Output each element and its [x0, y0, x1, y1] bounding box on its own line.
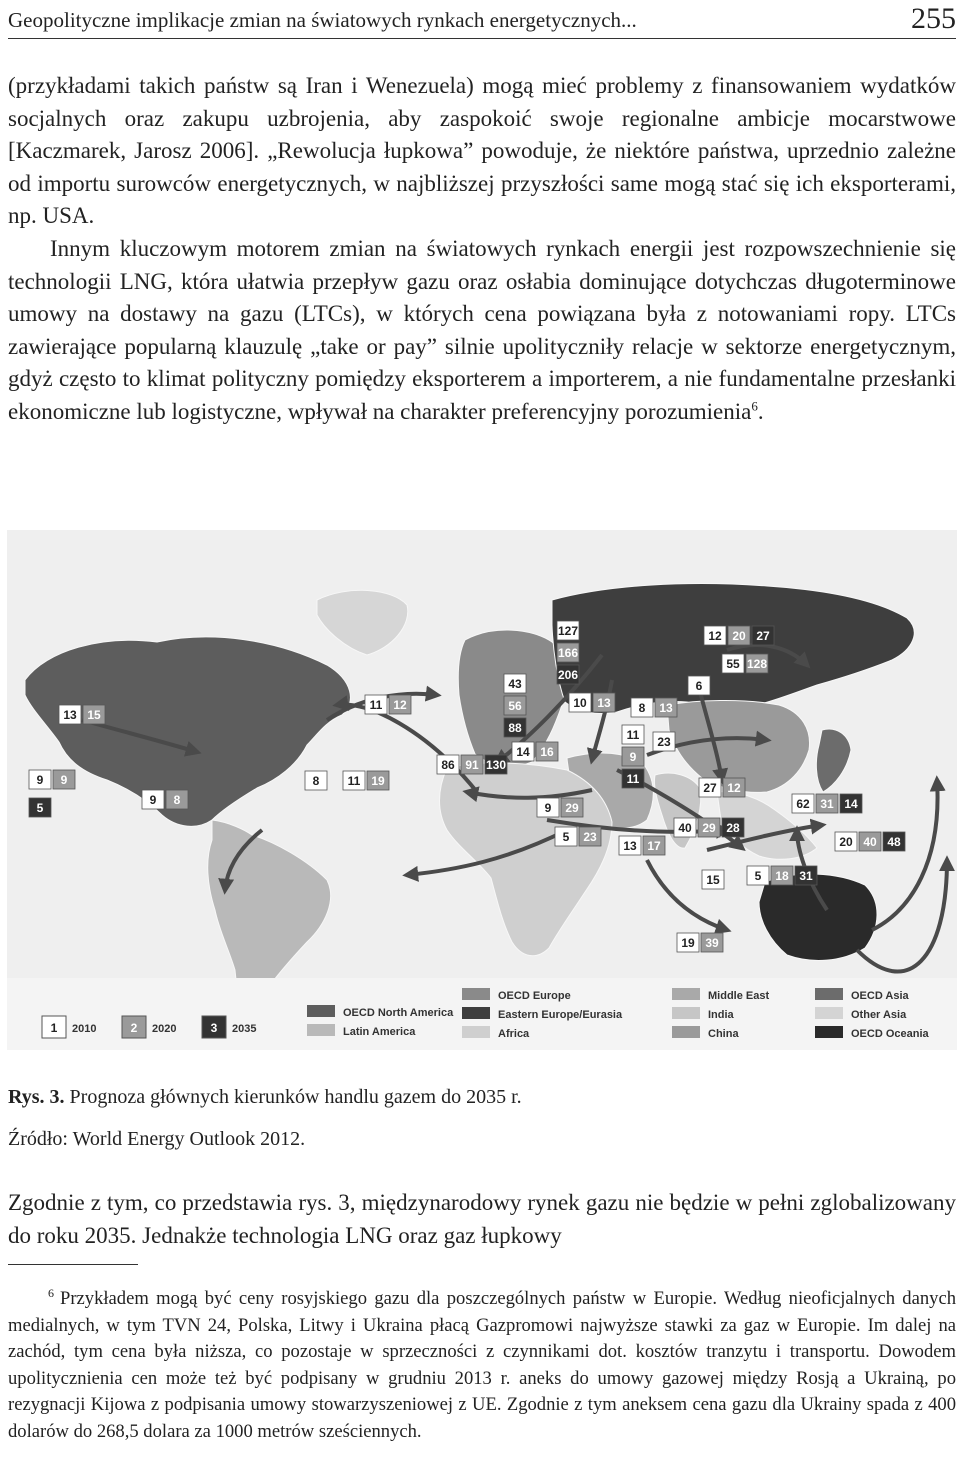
legend-swatch-4-2: [815, 1007, 843, 1019]
volume-label-na_mid-1: 8: [312, 774, 320, 788]
legend-swatch-4-1: [815, 988, 843, 1000]
volume-label-japan-2: 31: [820, 797, 834, 811]
volume-label-europe_stack-2: 56: [508, 699, 522, 713]
volume-label-na_east-2: 19: [371, 774, 385, 788]
volume-label-africa_mid-2: 23: [583, 830, 597, 844]
volume-label-med-1: 14: [516, 745, 530, 759]
volume-label-russia_far-1: 55: [726, 657, 740, 671]
footnote-6: [8, 1286, 956, 1446]
volume-label-russia_stack-3: 206: [557, 668, 579, 682]
legend-region-2-3: Africa: [498, 1028, 530, 1040]
volume-label-central_asia-2: 9: [629, 750, 637, 764]
running-title: Geopolityczne implikacje zmian na światowych rynkach energetycznych...: [8, 8, 637, 32]
legend-year-1: 2010: [72, 1023, 97, 1035]
legend-region-4-2: Other Asia: [851, 1009, 907, 1021]
paragraph-2-end: .: [757, 398, 764, 424]
volume-label-russia_stack-2: 166: [557, 646, 579, 660]
volume-label-russia_6-1: 6: [695, 679, 703, 693]
legend-region-1-2: Latin America: [343, 1026, 416, 1038]
legend-region-1-1: OECD North America: [343, 1007, 454, 1019]
footnote-text: Przykładem mogą być ceny rosyjskiego gazu dla poszczególnych państw w Europie. Według nieoficjalnych danych medialnych, w tym TVN 24, Polska, Litwy i Ukraina płacą Gazpromowi najwyższe stawki za gaz w Europie. Im dalej na zachód, tym cena była niższa, co pozostaje w sprzeczności z czynnikami dot. kosztów tranzytu i transportu. Dowodem upolitycznienia cen może też być podpisany w grudniu 2013 r. aneks do umowy gazowej między Rosją a Ukrainą, po rezygnacji Kijowa z podpisania umowy stowarzyszeniowej z UE. Zgodnie z tym aneksem cena gazu dla Ukrainy spada z 400 dolarów do 268,5 dolara za 1000 metrów sześciennych.: [8, 1288, 956, 1442]
volume-label-pacific-2: 40: [863, 835, 877, 849]
figure-title: Prognoza głównych kierunków handlu gazem do 2035 r.: [69, 1086, 522, 1108]
volume-label-africa_north-2: 91: [465, 758, 479, 772]
volume-label-med-2: 16: [540, 745, 554, 759]
figure-label: Rys. 3.: [8, 1086, 65, 1108]
figure-caption: [8, 1086, 522, 1109]
legend-region-4-3: OECD Oceania: [851, 1028, 929, 1040]
volume-label-europe_stack-3: 88: [508, 721, 522, 735]
gas-trade-map-figure: [7, 530, 957, 1050]
legend-swatch-1-2: [307, 1024, 335, 1036]
volume-label-pacific-1: 20: [839, 835, 853, 849]
volume-label-south_asia-2: 12: [727, 781, 741, 795]
volume-label-russia_east-2: 20: [732, 629, 746, 643]
volume-label-japan-3: 14: [844, 797, 858, 811]
volume-label-east_africa-1: 13: [623, 839, 637, 853]
volume-label-india_south-1: 40: [678, 821, 692, 835]
footnote-ref-6[interactable]: 6: [751, 398, 758, 414]
volume-label-australia_south-1: 19: [681, 936, 695, 950]
legend-swatch-1-1: [307, 1005, 335, 1017]
main-text-bottom: [8, 1187, 956, 1252]
legend-year-3: 2035: [232, 1023, 257, 1035]
paragraph-3: Zgodnie z tym, co przedstawia rys. 3, międzynarodowy rynek gazu nie będzie w pełni zglobalizowany do roku 2035. Jednakże technologia LNG oraz gaz łupkowy: [8, 1190, 956, 1248]
volume-label-australia_south-2: 39: [705, 936, 719, 950]
legend-swatch-3-3: [672, 1026, 700, 1038]
paragraph-2-text: Innym kluczowym motorem zmian na światowych rynkach energii jest rozpowszechnienie się technologii LNG, która ułatwia przepływ gazu oraz osłabia dominujące dotychczas długoterminowe umowy na dostawy na gazu (LTCs), w których cena powiązana była z notowaniami ropy. LTCs zawierające popularną klauzulę „take or pay” silnie upolityczniły relacje w sektorze energetycznym, gdyż często to klimat polityczny pomiędzy eksporterem a importerem, a nie fundamentalne przesłanki ekonomiczne lub logistyczne, wpływał na charakter preferencyjny porozumienia: [8, 235, 956, 424]
legend-region-3-2: India: [708, 1009, 734, 1021]
volume-label-turkey-1: 10: [573, 696, 587, 710]
source-label: Źródło:: [8, 1128, 68, 1150]
page-number: 255: [911, 2, 956, 35]
legend-year-2: 2020: [152, 1023, 177, 1035]
volume-label-east_africa-2: 17: [647, 839, 661, 853]
main-text-top: [8, 70, 956, 429]
volume-label-na_south-1: 9: [149, 793, 157, 807]
volume-label-indonesia-2: 18: [775, 869, 789, 883]
legend-region-2-1: OECD Europe: [498, 990, 571, 1002]
paragraph-2: [8, 233, 956, 429]
volume-label-west_africa-1: 9: [544, 801, 552, 815]
volume-label-na_east-1: 11: [347, 774, 361, 788]
volume-label-na_west-3: 5: [36, 801, 44, 815]
volume-label-na_alaska-1: 13: [63, 708, 77, 722]
legend-region-4-1: OECD Asia: [851, 990, 909, 1002]
legend-swatch-2-1: [462, 988, 490, 1000]
volume-label-japan-1: 62: [796, 797, 810, 811]
legend-region-2-2: Eastern Europe/Eurasia: [498, 1009, 623, 1021]
legend-swatch-2-3: [462, 1026, 490, 1038]
footnote-number: 6: [48, 1285, 54, 1300]
figure-source: [8, 1128, 305, 1151]
volume-label-na_west-2: 9: [60, 773, 68, 787]
volume-label-china_west-1: 23: [657, 735, 671, 749]
source-text: World Energy Outlook 2012.: [72, 1128, 306, 1150]
map-legend: [7, 978, 957, 1050]
volume-label-turkey-2: 13: [597, 696, 611, 710]
volume-label-africa_north-3: 130: [485, 758, 507, 772]
volume-label-russia_east-1: 12: [708, 629, 722, 643]
volume-label-russia_far-2: 128: [746, 657, 768, 671]
volume-label-india_south-2: 29: [702, 821, 716, 835]
footnote-divider: [8, 1264, 138, 1265]
legend-region-3-3: China: [708, 1028, 739, 1040]
legend-year-box-label-3: 3: [210, 1021, 218, 1035]
volume-label-na_south-2: 8: [173, 793, 181, 807]
volume-label-central_asia-1: 11: [626, 728, 640, 742]
volume-label-south_asia-1: 27: [703, 781, 717, 795]
volume-label-caspian-2: 13: [659, 701, 673, 715]
legend-swatch-3-2: [672, 1007, 700, 1019]
paragraph-1: (przykładami takich państw są Iran i Wenezuela) mogą mieć problemy z finansowaniem wydatków socjalnych oraz zakupu uzbrojenia, aby zaspokoić swoje regionalne ambicje mocarstwowe [Kaczmarek, Jarosz 2006]. „Rewolucja łupkowa” powoduje, że niektóre państwa, uprzednio zależne od importu surowców energetycznych, w najbliższej przyszłości same mogą stać się ich eksporterami, np. USA.: [8, 73, 956, 229]
volume-label-na_west-1: 9: [36, 773, 44, 787]
volume-label-canada-2: 12: [393, 698, 407, 712]
volume-label-caspian-1: 8: [638, 701, 646, 715]
legend-region-3-1: Middle East: [708, 990, 770, 1002]
volume-label-se_asia-1: 15: [706, 873, 720, 887]
volume-label-indonesia-1: 5: [754, 869, 762, 883]
volume-label-west_africa-2: 29: [565, 801, 579, 815]
volume-label-africa_north-1: 86: [441, 758, 455, 772]
volume-label-pacific-3: 48: [887, 835, 901, 849]
legend-swatch-4-3: [815, 1026, 843, 1038]
volume-label-africa_mid-1: 5: [562, 830, 570, 844]
volume-label-russia_east-3: 27: [756, 629, 770, 643]
volume-label-canada-1: 11: [369, 698, 383, 712]
volume-label-india_south-3: 28: [726, 821, 740, 835]
legend-swatch-2-2: [462, 1007, 490, 1019]
volume-label-central_asia-3: 11: [626, 772, 640, 786]
volume-label-europe_stack-1: 43: [508, 677, 522, 691]
volume-label-indonesia-3: 31: [799, 869, 813, 883]
volume-label-na_alaska-2: 15: [87, 708, 101, 722]
running-header: [8, 4, 956, 39]
legend-swatch-3-1: [672, 988, 700, 1000]
legend-year-box-label-2: 2: [130, 1021, 138, 1035]
legend-year-box-label-1: 1: [50, 1021, 58, 1035]
volume-label-russia_stack-1: 127: [557, 624, 579, 638]
